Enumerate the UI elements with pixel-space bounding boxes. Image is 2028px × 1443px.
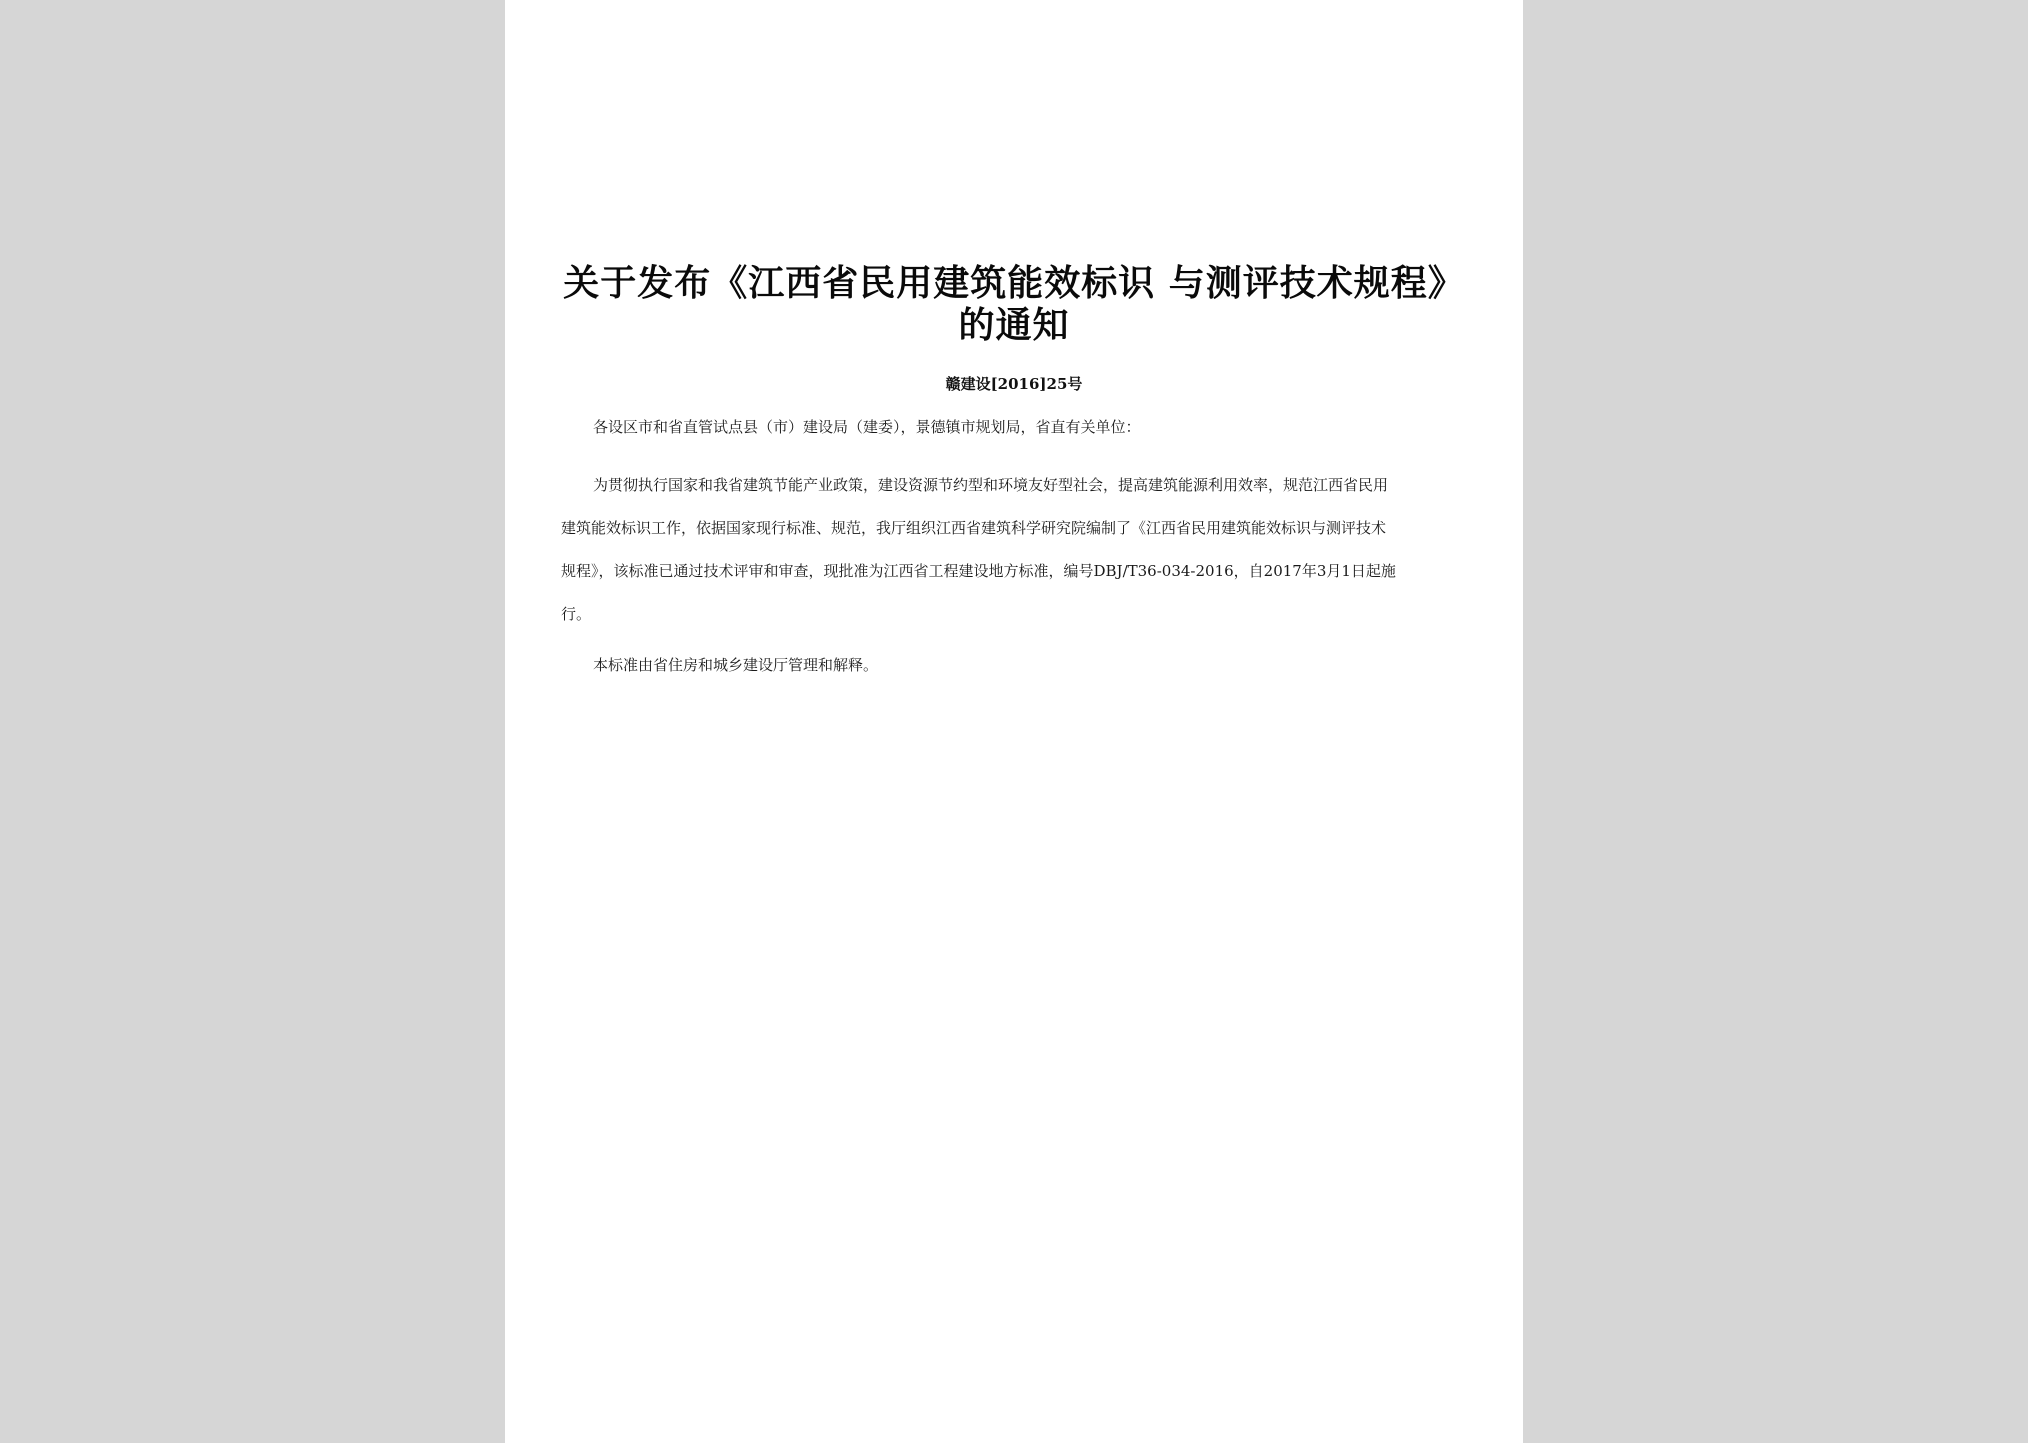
body-line: 建筑能效标识工作，依据国家现行标准、规范，我厅组织江西省建筑科学研究院编制了《江西省民用建筑能效标识与测评技术: [561, 519, 1387, 537]
title-line-2: 的通知: [958, 304, 1070, 346]
document-page: [505, 0, 1523, 1443]
body-line: 行。: [561, 605, 592, 623]
body-line: 规程》，该标准已通过技术评审和审查，现批准为江西省工程建设地方标准，编号DBJ/T36-034-2016，自2017年3月1日起施: [561, 562, 1396, 580]
salutation: 各设区市和省直管试点县（市）建设局（建委），景德镇市规划局，省直有关单位：: [593, 418, 1141, 436]
body-paragraph: [561, 464, 1481, 636]
title-line-1: 关于发布《江西省民用建筑能效标识 与测评技术规程》: [563, 262, 1465, 304]
closing-paragraph: 本标准由省住房和城乡建设厅管理和解释。: [593, 656, 879, 674]
body-line: 为贯彻执行国家和我省建筑节能产业政策，建设资源节约型和环境友好型社会，提高建筑能源利用效率，规范江西省民用: [593, 476, 1389, 494]
document-number: 赣建设[2016]25号: [945, 375, 1083, 393]
document-title: [545, 262, 1483, 346]
